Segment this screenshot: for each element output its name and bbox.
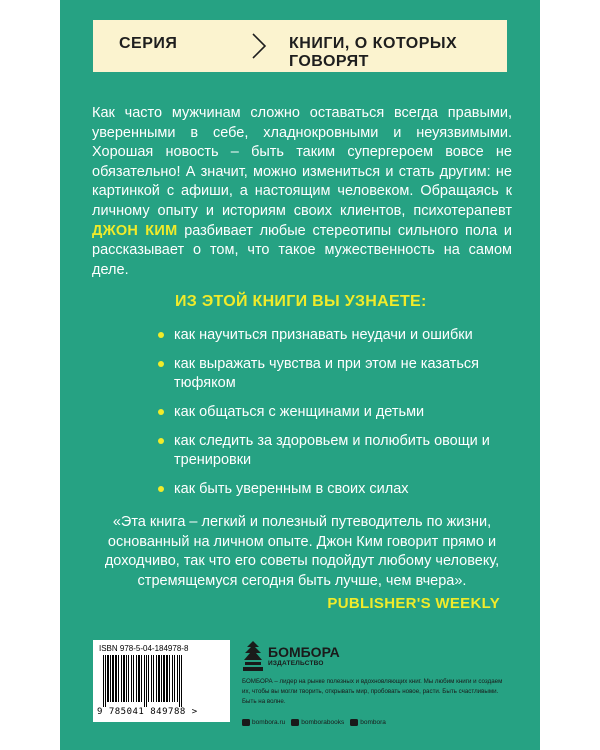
- barcode-bar: [105, 655, 106, 707]
- description-text-end: разбивает любые стереотипы сильного пола и рассказывает о том, что такое мужественность на самом деле.: [92, 222, 512, 278]
- website-link[interactable]: bombora.ru: [252, 719, 286, 726]
- website-contact[interactable]: [242, 719, 285, 726]
- barcode-bar: [138, 655, 140, 702]
- review-quote: «Эта книга – легкий и полезный путеводитель по жизни, основанный на личном опыте. Джон Ким говорит прямо и доходчиво, так что его советы подойдут любому человеку, стремящемуся сегодня быть лучше, чем вчера».: [104, 514, 500, 589]
- learn-item-text: как научиться признавать неудачи и ошибки: [174, 327, 473, 343]
- barcode-bar: [179, 655, 180, 707]
- series-banner: [93, 20, 507, 72]
- telegram-link[interactable]: bombora: [360, 719, 386, 726]
- learn-item-text: как общаться с женщинами и детьми: [174, 404, 425, 420]
- telegram-contact[interactable]: [350, 719, 386, 726]
- barcode-bar: [148, 655, 149, 702]
- web-icon: [242, 719, 250, 726]
- book-back-cover: [60, 0, 540, 750]
- vk-link[interactable]: bomborabooks: [301, 719, 345, 726]
- barcode-bar: [131, 655, 132, 702]
- barcode-bar: [133, 655, 134, 702]
- chevron-right-icon: [244, 30, 274, 62]
- barcode-bar: [118, 655, 119, 702]
- series-title: КНИГИ, О КОТОРЫХ ГОВОРЯТ: [289, 35, 458, 70]
- vk-contact[interactable]: [291, 719, 344, 726]
- learn-list-item: [158, 355, 518, 393]
- barcode-bar: [112, 655, 114, 702]
- barcode-bar: [158, 655, 160, 702]
- barcode-bar: [151, 655, 152, 702]
- barcode-bar: [169, 655, 170, 702]
- learn-item-text: как следить за здоровьем и полюбить овощи и тренировки: [174, 433, 490, 468]
- barcode-bar: [161, 655, 162, 702]
- quote-source: PUBLISHER'S WEEKLY: [327, 595, 500, 612]
- barcode-digits: 9 785041 849788 >: [97, 707, 198, 717]
- bombora-logo: [242, 640, 264, 672]
- bullet-dot-icon: [158, 486, 164, 492]
- barcode-bar: [156, 655, 157, 702]
- isbn-label: ISBN 978-5-04-184978-8: [99, 644, 189, 653]
- telegram-icon: [350, 719, 358, 726]
- barcode-bar: [121, 655, 122, 702]
- vk-icon: [291, 719, 299, 726]
- barcode-bar: [110, 655, 111, 702]
- learn-list-item: [158, 480, 518, 499]
- barcode-bar: [103, 655, 104, 707]
- barcode-bar: [136, 655, 137, 702]
- barcode-bar: [123, 655, 125, 702]
- author-name: ДЖОН КИМ: [92, 222, 178, 239]
- barcode-bar: [181, 655, 182, 707]
- bullet-dot-icon: [158, 409, 164, 415]
- barcode-bar: [128, 655, 129, 702]
- description-text-start: Как часто мужчинам сложно оставаться всегда правыми, уверенными в себе, хладнокровными и неуязвимыми. Хорошая новость – быть таким супергероем вовсе не обязательно! А значит, можно измениться и стать другим: не картинкой с афиши, а настоящим человеком. Обращаясь к личному опыту и историям своих клиентов, психотерапевт: [92, 105, 512, 219]
- learn-list-item: [158, 326, 518, 345]
- barcode-bar: [163, 655, 165, 702]
- publisher-imprint: ИЗДАТЕЛЬСТВО: [268, 660, 324, 667]
- book-description: [92, 104, 512, 280]
- barcode-bar: [126, 655, 127, 702]
- barcode-bar: [166, 655, 168, 702]
- bullet-dot-icon: [158, 361, 164, 367]
- barcode-bar: [177, 655, 178, 702]
- learn-item-text: как быть уверенным в своих силах: [174, 481, 409, 497]
- barcode-bar: [153, 655, 154, 702]
- publisher-block: [242, 640, 512, 730]
- barcode-bar: [141, 655, 142, 702]
- barcode-image: [99, 655, 224, 707]
- barcode-bar: [174, 655, 175, 702]
- learn-list-item: [158, 403, 518, 422]
- learn-item-text: как выражать чувства и при этом не казаться тюфяком: [174, 356, 480, 391]
- learn-heading: ИЗ ЭТОЙ КНИГИ ВЫ УЗНАЕТЕ:: [175, 293, 427, 310]
- bullet-dot-icon: [158, 438, 164, 444]
- bullet-dot-icon: [158, 332, 164, 338]
- barcode-bar: [172, 655, 173, 702]
- barcode-block: [93, 640, 230, 722]
- learn-list: [158, 326, 518, 509]
- barcode-bar: [107, 655, 109, 702]
- barcode-bar: [115, 655, 117, 702]
- publisher-description: БОМБОРА – лидер на рынке полезных и вдохновляющих книг. Мы любим книги и создаем их, чтобы вы могли творить, открывать мир, пробовать новое, расти. Быть счастливыми. Быть на волне.: [242, 678, 503, 705]
- publisher-contacts: [242, 719, 386, 726]
- series-label: СЕРИЯ: [119, 35, 178, 52]
- learn-list-item: [158, 432, 518, 470]
- barcode-bar: [144, 655, 145, 707]
- barcode-bar: [146, 655, 147, 707]
- publisher-brand: БОМБОРА: [268, 644, 340, 660]
